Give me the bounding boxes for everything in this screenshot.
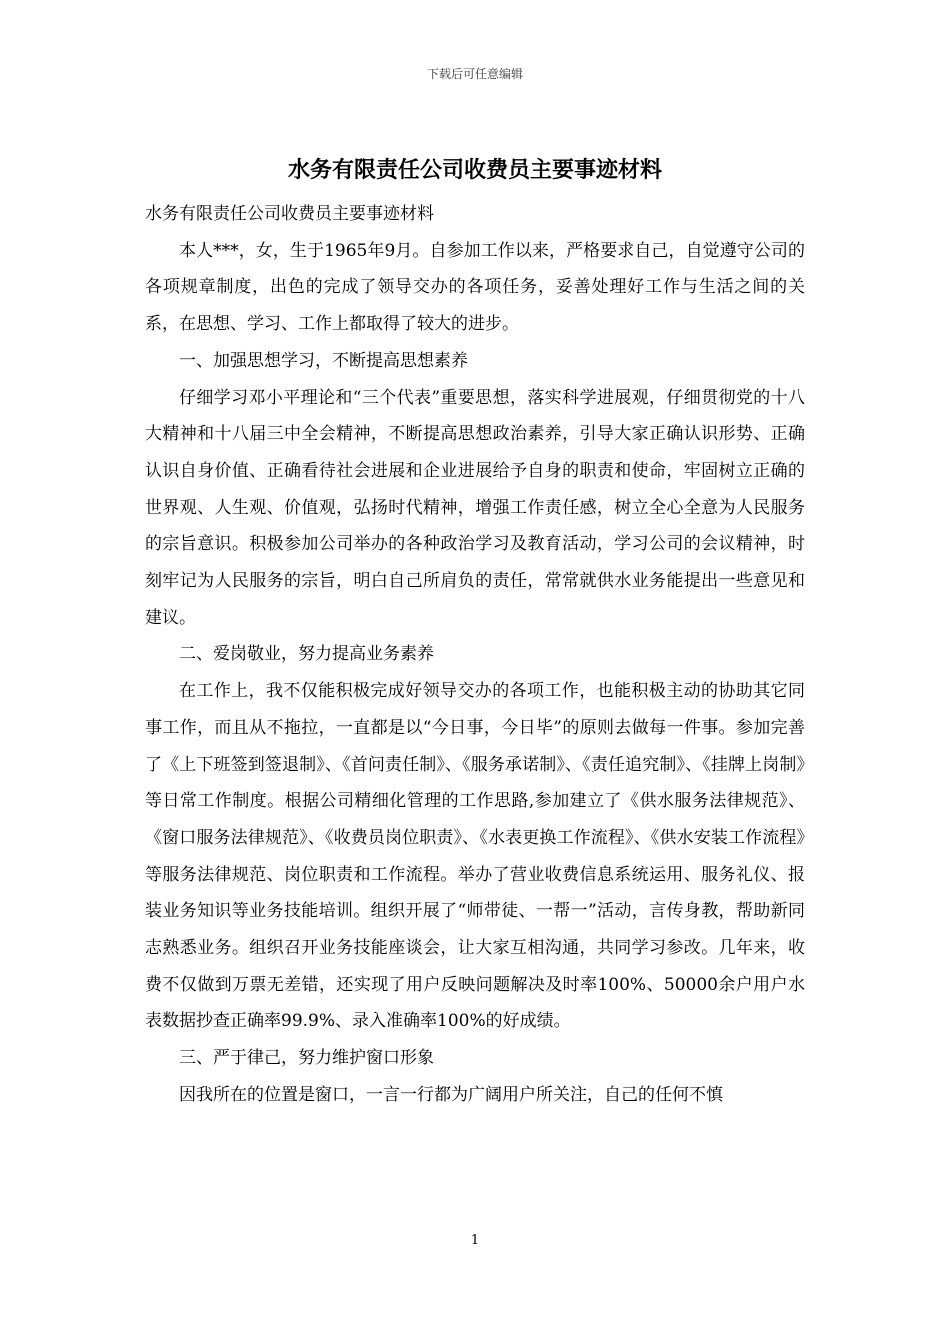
document-body <box>145 196 805 1114</box>
section-paragraph-2: 在工作上，我不仅能积极完成好领导交办的各项工作，也能积极主动的协助其它同事工作，而且从不拖拉，一直都是以“今日事，今日毕”的原则去做每一件事。参加完善了《上下班签到签退制》、《首问责任制》、《服务承诺制》、《责任追究制》、《挂牌上岗制》等日常工作制度。根据公司精细化管理的工作思路,参加建立了《供水服务法律规范》、《窗口服务法律规范》、《收费员岗位职责》、《水表更换工作流程》、《供水安装工作流程》等服务法律规范、岗位职责和工作流程。举办了营业收费信息系统运用、服务礼仪、报装业务知识等业务技能培训。组织开展了“师带徒、一帮一”活动，言传身教，帮助新同志熟悉业务。组织召开业务技能座谈会，让大家互相沟通，共同学习参改。几年来，收费不仅做到万票无差错，还实现了用户反映问题解决及时率100%、50000余户用户水表数据抄查正确率99.9%、录入准确率100%的好成绩。 <box>145 681 805 1032</box>
intro-paragraph: 本人***，女，生于1965年9月。自参加工作以来，严格要求自己，自觉遵守公司的各项规章制度，出色的完成了领导交办的各项任务，妥善处理好工作与生活之间的关系，在思想、学习、工作上都取得了较大的进步。 <box>145 240 805 335</box>
section-heading-2: 二、爱岗敬业，努力提高业务素养 <box>179 644 434 665</box>
section-heading-1: 一、加强思想学习，不断提高思想素养 <box>179 350 468 371</box>
section-paragraph-3: 因我所在的位置是窗口，一言一行都为广阔用户所关注，自己的任何不慎 <box>179 1084 723 1105</box>
page-header-note: 下载后可任意编辑 <box>426 67 523 81</box>
section-paragraph-1: 仔细学习邓小平理论和“三个代表”重要思想，落实科学进展观，仔细贯彻党的十八大精神和十八届三中全会精神，不断提高思想政治素养，引导大家正确认识形势、正确认识自身价值、正确看待社会进展和企业进展给予自身的职责和使命，牢固树立正确的世界观、人生观、价值观，弘扬时代精神，增强工作责任感，树立全心全意为人民服务的宗旨意识。积极参加公司举办的各种政治学习及教育活动，学习公司的会议精神，时刻牢记为人民服务的宗旨，明白自己所肩负的责任，常常就供水业务能提出一些意见和建议。 <box>145 387 805 628</box>
section-heading-3: 三、严于律己，努力维护窗口形象 <box>179 1048 434 1069</box>
document-title: 水务有限责任公司收费员主要事迹材料 <box>287 157 662 183</box>
subtitle-line: 水务有限责任公司收费员主要事迹材料 <box>145 204 434 224</box>
page-number: 1 <box>470 1233 480 1248</box>
